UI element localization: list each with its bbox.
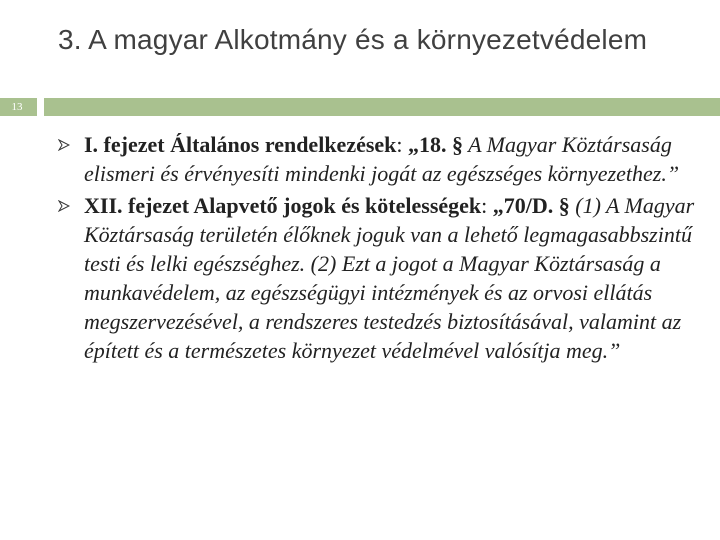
bullet-quote: A Magyar Köztársaság elismeri és érvényesíti mindenki jogát az egészséges környezethez.” (84, 132, 680, 186)
slide-number: 13 (11, 101, 23, 113)
bullet-heading: XII. fejezet Alapvető jogok és kötelességek (84, 193, 482, 218)
bullet-colon: : (396, 132, 409, 157)
arrowhead-bullet-icon (58, 200, 70, 212)
arrowhead-bullet-icon (58, 139, 70, 151)
bullet-item (58, 130, 698, 188)
bullet-heading: I. fejezet Általános rendelkezések (84, 132, 397, 157)
slide-body (58, 130, 698, 368)
bullet-quote: (1) A Magyar Köztársaság területén élőknek joguk van a lehető legmagasabbszintű testi és lelki egészséghez. (2) Ezt a jogot a Magyar Köztársaság a munkavédelem, az egészségügyi intézmények és az orvosi ellátás megszervezésével, a rendszeres testedzés biztosításával, valamint az épített és a természetes környezet védelmével valósítja meg.” (84, 193, 695, 363)
bullet-item (58, 191, 698, 365)
bullet-section: „18. § (408, 132, 464, 157)
slide-title: 3. A magyar Alkotmány és a környezetvédelem (58, 24, 648, 55)
title-divider-bar (44, 98, 720, 116)
bullet-colon: : (481, 193, 493, 218)
bullet-section: „70/D. § (492, 193, 570, 218)
